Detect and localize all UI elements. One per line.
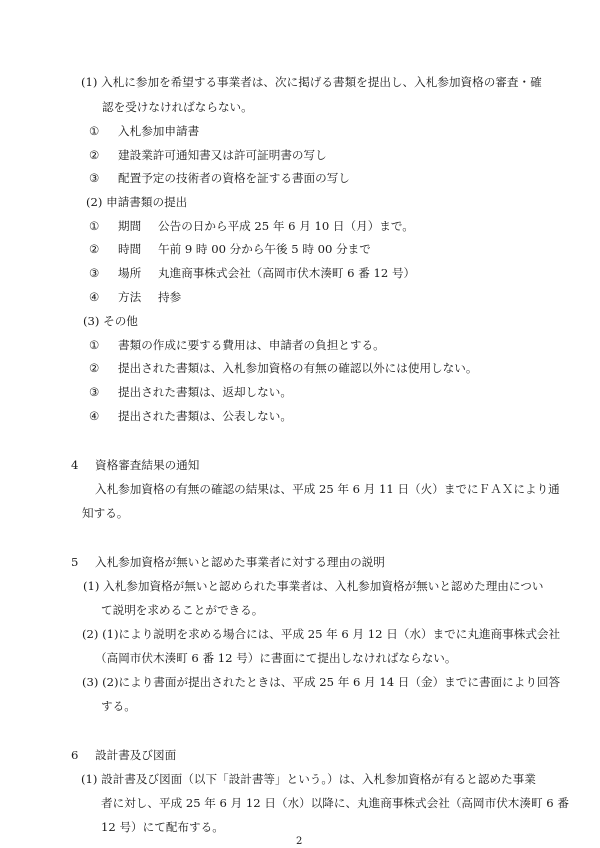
circled-num: ③	[89, 266, 100, 280]
s5-item2-line1: (2) (1)により説明を求める場合には、平成 25 年 6 月 12 日（水）までに丸進商事株式会社	[82, 627, 561, 641]
sub-text: 提出された書類は、返却しない。	[118, 385, 292, 399]
circled-num: ②	[89, 148, 100, 162]
section-number: 4	[71, 458, 79, 472]
row-value: 持参	[158, 290, 182, 304]
section-number: 5	[71, 555, 79, 569]
sub-text: 配置予定の技術者の資格を証する書面の写し	[118, 171, 350, 185]
s4-line1: 入札参加資格の有無の確認の結果は、平成 25 年 6 月 11 日（火）までにＦＡＸにより通	[95, 482, 560, 496]
s3-item1-line1: (1) 入札に参加を希望する事業者は、次に掲げる書類を提出し、入札参加資格の審査・確	[81, 75, 542, 89]
circled-num: ④	[89, 290, 100, 304]
s3-item1-sub-3	[89, 171, 350, 186]
row-label: 方法	[118, 290, 142, 304]
s3-item3-heading: (3) その他	[83, 314, 138, 328]
s3-item2-row-1	[89, 219, 414, 234]
circled-num: ①	[89, 124, 100, 138]
row-value: 公告の日から平成 25 年 6 月 10 日（月）まで。	[158, 219, 414, 233]
section-title: 資格審査結果の通知	[95, 458, 200, 472]
sub-text: 入札参加申請書	[118, 124, 200, 138]
s4-line2: 知する。	[82, 506, 129, 520]
s5-item1-line2: て説明を求めることができる。	[101, 603, 264, 617]
sub-text: 建設業許可通知書又は許可証明書の写し	[118, 148, 327, 162]
section-5-heading	[71, 555, 385, 570]
s3-item2-heading: (2) 申請書類の提出	[86, 195, 188, 209]
s3-item1-sub-2	[89, 148, 327, 163]
row-label: 時間	[118, 242, 142, 256]
s3-item3-sub-4	[89, 409, 292, 424]
s6-item1-line3: 12 号）にて配布する。	[101, 820, 224, 834]
circled-num: ②	[89, 361, 100, 375]
sub-text: 提出された書類は、公表しない。	[118, 409, 292, 423]
s5-item3-line2: する。	[101, 699, 136, 713]
circled-num: ③	[89, 385, 100, 399]
s3-item2-row-4	[89, 290, 181, 305]
circled-num: ②	[89, 242, 100, 256]
section-number: 6	[71, 748, 79, 762]
section-4-heading	[71, 458, 199, 473]
s3-item2-row-2	[89, 242, 371, 257]
s3-item3-sub-1	[89, 338, 385, 353]
circled-num: ④	[89, 409, 100, 423]
s3-item3-sub-3	[89, 385, 292, 400]
s3-item1-sub-1	[89, 124, 199, 139]
s5-item1-line1: (1) 入札参加資格が無いと認められた事業者は、入札参加資格が無いと認めた理由につい	[83, 579, 544, 593]
section-title: 入札参加資格が無いと認めた事業者に対する理由の説明	[95, 555, 385, 569]
page-number: 2	[296, 836, 303, 847]
row-value: 丸進商事株式会社（高岡市伏木湊町 6 番 12 号）	[158, 266, 416, 280]
row-label: 期間	[118, 219, 142, 233]
s5-item2-line2: （高岡市伏木湊町 6 番 12 号）に書面にて提出しなければならない。	[95, 651, 457, 665]
circled-num: ③	[89, 171, 100, 185]
circled-num: ①	[89, 219, 100, 233]
s6-item1-line1: (1) 設計書及び図面（以下「設計書等」という。）は、入札参加資格が有ると認めた事業	[81, 772, 536, 786]
sub-text: 提出された書類は、入札参加資格の有無の確認以外には使用しない。	[118, 361, 478, 375]
row-label: 場所	[118, 266, 142, 280]
section-title: 設計書及び図面	[95, 748, 177, 762]
row-value: 午前 9 時 00 分から午後 5 時 00 分まで	[158, 242, 371, 256]
s5-item3-line1: (3) (2)により書面が提出されたときは、平成 25 年 6 月 14 日（金）までに書面により回答	[82, 675, 561, 689]
s6-item1-line2: 者に対し、平成 25 年 6 月 12 日（水）以降に、丸進商事株式会社（高岡市伏木湊町 6 番	[101, 796, 569, 810]
s3-item3-sub-2	[89, 361, 477, 376]
s3-item2-row-3	[89, 266, 415, 281]
section-6-heading	[71, 748, 176, 763]
s3-item1-line2: 認を受けなければならない。	[102, 100, 253, 114]
sub-text: 書類の作成に要する費用は、申請者の負担とする。	[118, 338, 385, 352]
circled-num: ①	[89, 338, 100, 352]
